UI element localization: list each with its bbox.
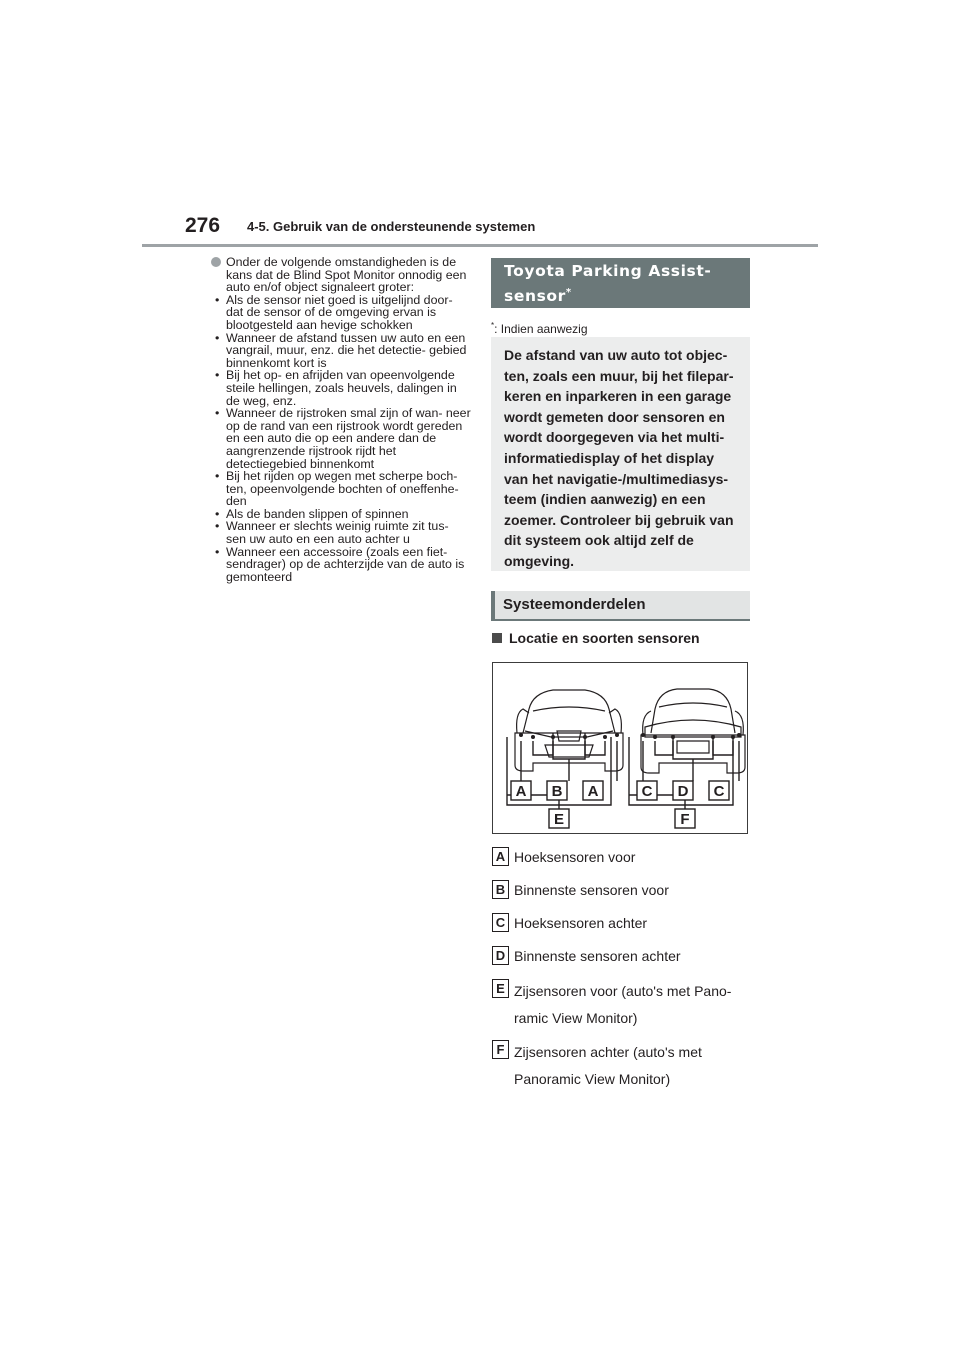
asterisk-mark: * <box>565 287 572 298</box>
legend-item-d <box>492 945 752 967</box>
list-item-text: Wanneer de rijstroken smal zijn of wan- neer op de rand van een rijstrook wordt gereden en een auto die op een andere dan de aangrenzende rijstrook rijdt het detectiegebied binnenkomt <box>226 406 471 471</box>
tpa-title-line1: Toyota Parking Assist- <box>504 262 712 280</box>
label-a-right: A <box>587 783 599 800</box>
condition-list <box>210 294 472 584</box>
legend-text: Hoeksensoren voor <box>514 849 636 865</box>
tpa-section-header <box>491 258 750 308</box>
label-f: F <box>680 811 690 828</box>
legend-text: Zijsensoren voor (auto's met Pano- ramic View Monitor) <box>514 983 732 1026</box>
legend-item-b <box>492 879 752 901</box>
legend-text: Zijsensoren achter (auto's met Panoramic View Monitor) <box>514 1044 702 1087</box>
location-heading-text: Locatie en soorten sensoren <box>509 630 700 646</box>
legend-code: C <box>492 913 509 932</box>
bullet-mark: • <box>215 406 220 421</box>
bullet-mark: • <box>215 544 220 559</box>
bullet-mark: • <box>215 368 220 383</box>
footnote-text: : Indien aanwezig <box>494 322 588 336</box>
circle-bullet-icon <box>211 257 221 267</box>
legend-code: F <box>492 1040 509 1059</box>
list-item-text: Wanneer er slechts weinig ruimte zit tus- sen uw auto en een auto achter u <box>226 519 449 547</box>
list-item <box>210 546 472 584</box>
legend-code: A <box>492 847 509 866</box>
header-divider <box>142 244 818 247</box>
list-item <box>210 470 472 508</box>
bullet-mark: • <box>215 330 220 345</box>
list-item <box>210 520 472 545</box>
label-c-left: C <box>641 783 653 800</box>
legend-code: B <box>492 880 509 899</box>
label-e: E <box>553 811 565 828</box>
legend-item-f <box>492 1039 724 1093</box>
legend-item-c <box>492 912 752 934</box>
location-heading <box>491 630 700 646</box>
list-item <box>210 332 472 370</box>
intro-box: De afstand van uw auto tot objec- ten, zoals een muur, bij het filepar- keren en inparkeren in een garage wordt gemeten door sensoren en wordt doorgegeven via het multi- informatiedisplay of het display van het navigatie-/multimediasys- teem (indien aanwezig) en een zoemer. Controleer bij gebruik van dit systeem ook altijd zelf de omgeving. <box>491 337 750 571</box>
list-item <box>210 369 472 407</box>
list-item <box>210 407 472 470</box>
page-number: 276 <box>185 214 221 237</box>
label-d: D <box>677 783 689 800</box>
lead-paragraph <box>210 256 472 294</box>
bullet-mark: • <box>215 292 220 307</box>
list-item-text: Wanneer de afstand tussen uw auto en een vangrail, muur, enz. die het detectie- gebied binnenkomt kort is <box>226 330 467 370</box>
list-item-text: Als de sensor niet goed is uitgelijnd door- dat de sensor of de omgeving ervan is blootgesteld aan hevige schokken <box>226 292 453 332</box>
components-heading: Systeemonderdelen <box>491 591 750 621</box>
list-item-text: Als de banden slippen of spinnen <box>226 506 409 521</box>
legend-text: Binnenste sensoren voor <box>514 882 669 898</box>
label-c-right: C <box>713 783 725 800</box>
tpa-title-line2: sensor <box>504 287 566 306</box>
sensor-points <box>519 733 741 739</box>
list-item-text: Wanneer een accessoire (zoals een fiet- sendrager) op de achterzijde van de auto is gemonteerd <box>226 544 465 584</box>
bullet-mark: • <box>215 506 220 521</box>
legend-item-e <box>492 978 750 1032</box>
legend-text: Binnenste sensoren achter <box>514 948 681 964</box>
list-item-text: Bij het op- en afrijden van opeenvolgende steile hellingen, zoals heuvels, dalingen in de weg, enz. <box>226 368 457 408</box>
bullet-mark: • <box>215 469 220 484</box>
label-b: B <box>551 783 563 800</box>
list-item-text: Bij het rijden op wegen met scherpe boch- ten, opeenvolgende bochten of oneffenhe- den <box>226 469 459 509</box>
bsm-conditions <box>210 256 472 583</box>
sensor-diagram <box>493 663 749 835</box>
footnote <box>491 321 588 336</box>
bullet-mark: • <box>215 519 220 534</box>
section-title: 4-5. Gebruik van de ondersteunende systemen <box>247 219 536 234</box>
sensor-location-figure <box>492 662 748 834</box>
legend-text: Hoeksensoren achter <box>514 915 648 931</box>
legend-item-a <box>492 846 752 868</box>
legend-code: D <box>492 946 509 965</box>
footnote-mark: * <box>491 321 495 330</box>
square-bullet-icon <box>492 633 502 643</box>
legend-code: E <box>492 979 509 998</box>
lead-text: Onder de volgende omstandigheden is de kans dat de Blind Spot Monitor onnodig een auto en/of object signaleert groter: <box>226 255 467 295</box>
label-a-left: A <box>515 783 527 800</box>
sensor-legend <box>492 846 752 1093</box>
list-item <box>210 294 472 332</box>
